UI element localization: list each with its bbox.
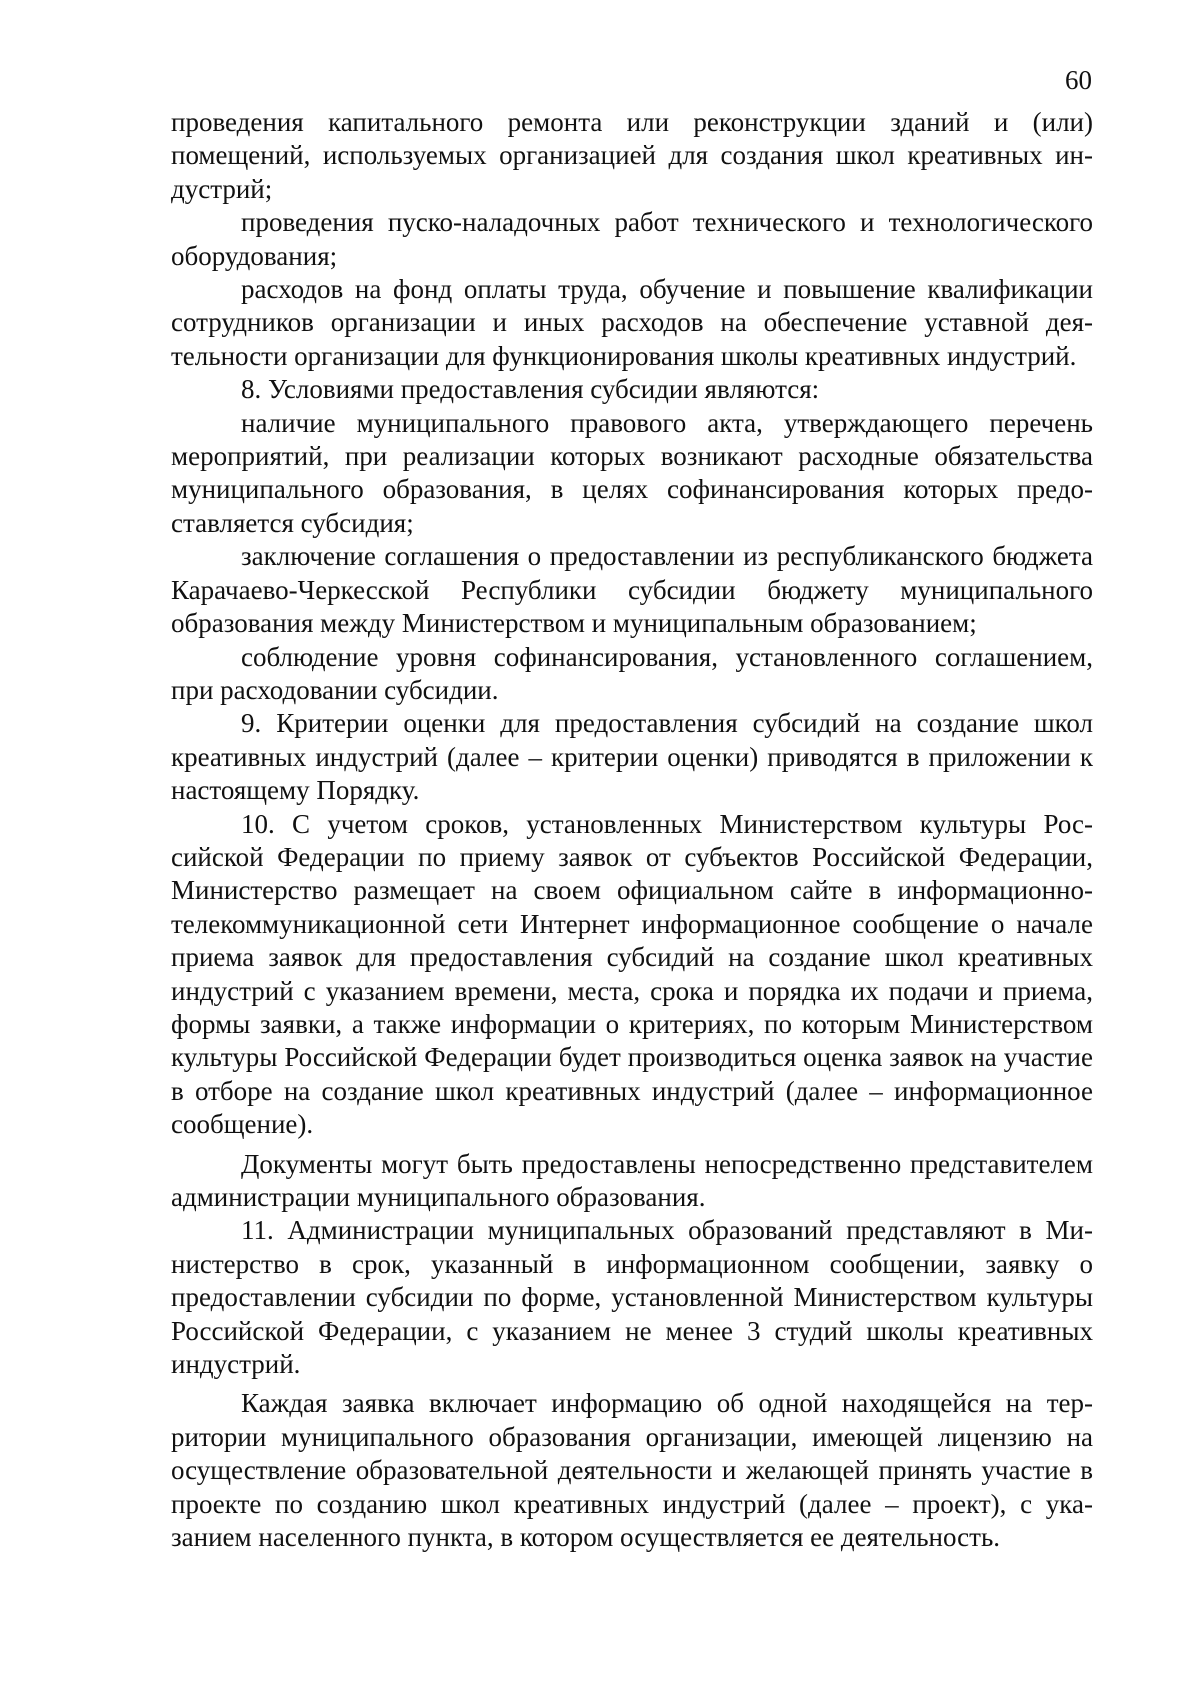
paragraph-6: заключение соглашения о предоставлении из республиканского бюджета Карачаево-Черкесской Республики субсидии бюджету муниципального образования между Министерством и муниципальным образованием; bbox=[171, 541, 1093, 639]
paragraph-8: 9. Критерии оценки для предоставления субсидий на создание школ креативных индустрий (далее – критерии оценки) приводятся в приложении к настоящему Порядку. bbox=[171, 708, 1093, 806]
paragraph-3: расходов на фонд оплаты труда, обучение и повышение квалификации сотрудников организации и иных расходов на обеспечение уставной деятельности организации для функционирования школы креативных индустрий. bbox=[171, 274, 1093, 371]
paragraph-7: соблюдение уровня софинансирования, установленного соглашением, при расходовании субсидии. bbox=[171, 641, 1093, 705]
paragraph-11: 11. Администрации муниципальных образований представляют в Министерство в срок, указанный в информационном сообщении, заявку о предоставлении субсидии по форме, установленной Министерством культуры Российской Федерации, с указанием не менее 3 студий школы креативных индустрий. bbox=[171, 1215, 1093, 1380]
paragraph-1: проведения капитального ремонта или реконструкции зданий и (или) помещений, используемых организацией для создания школ креативных индустрий; bbox=[171, 107, 1093, 204]
document-body bbox=[171, 106, 1093, 1554]
page-number: 60 bbox=[1065, 65, 1092, 95]
paragraph-5: наличие муниципального правового акта, утверждающего перечень мероприятий, при реализации которых возникают расходные обязательства муниципального образования, в целях софинансирования которых предоставляется субсидия; bbox=[171, 407, 1093, 538]
paragraph-4: 8. Условиями предоставления субсидии являются: bbox=[241, 374, 820, 405]
paragraph-2: проведения пуско-наладочных работ технического и технологического оборудования; bbox=[171, 207, 1093, 271]
paragraph-12: Каждая заявка включает информацию об одной находящейся на территории муниципального образования организации, имеющей лицензию на осуществление образовательной деятельности и желающей принять участие в проекте по созданию школ креативных индустрий (далее – проект), с указанием населенного пункта, в котором осуществляется ее деятельность. bbox=[171, 1388, 1093, 1553]
paragraph-9: 10. С учетом сроков, установленных Министерством культуры Российской Федерации по приему заявок от субъектов Российской Федерации, Министерство размещает на своем официальном сайте в информационно-телекоммуникационной сети Интернет информационное сообщение о начале приема заявок для предоставления субсидий на создание школ креативных индустрий с указанием времени, места, срока и порядка их подачи и приема, формы заявки, а также информации о критериях, по которым Министерством культуры Российской Федерации будет производиться оценка заявок на участие в отборе на создание школ креативных индустрий (далее – информационное сообщение). bbox=[171, 808, 1093, 1140]
paragraph-10: Документы могут быть предоставлены непосредственно представителем администрации муниципального образования. bbox=[171, 1148, 1093, 1212]
